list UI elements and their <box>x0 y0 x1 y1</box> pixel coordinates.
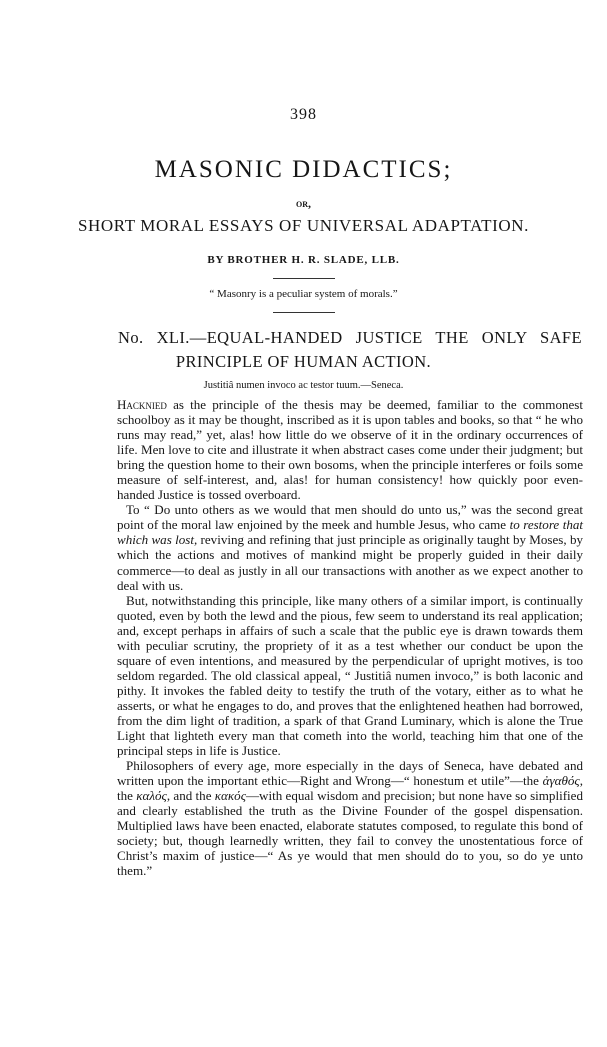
page-subtitle: SHORT MORAL ESSAYS OF UNIVERSAL ADAPTATION. <box>78 216 529 235</box>
author-byline: BY BROTHER H. R. SLADE, LLB. <box>207 254 400 266</box>
paragraph: Philosophers of every age, more especially in the days of Seneca, have debated and written upon the important ethic—Right and Wrong—“ honestum et utile”—the ἀγαθός, the καλός, and the κακός—with equal wisdom and precision; but none have so simplified and clearly established the truth as the Divine Founder of the gospel dispensation. Multiplied laws have been enacted, elaborate statutes composed, to regulate this bond of society; but, though learnedly written, they fail to convey the unostentatious force of Christ’s maxim of justice—“ As ye would that men should do to you, so do ye unto them.” <box>117 758 583 879</box>
essay-heading-continued: PRINCIPLE OF HUMAN ACTION. <box>175 352 432 371</box>
drop-word: Hacknied <box>117 397 167 412</box>
paragraph: Hacknied as the principle of the thesis may be deemed, familiar to the commonest schoolboy as it may be thought, inscribed as it is upon tables and books, so that “ he who runs may read,” yet, alas! how little do we observe of it in the ordinary occurrences of life. Men love to cite and illustrate it when abstract cases come under their judgment; but bring the question home to their own bosoms, when the principle interferes or foils some measure of self-interest, and, alas! for human consistency! how quickly poor even-handed Justice is tossed overboard. <box>117 397 583 503</box>
epigraph: Justitiâ numen invoco ac testor tuum.—Seneca. <box>203 380 404 391</box>
greek-word: ἀγαθός <box>542 773 580 789</box>
essay-heading: No. XLI.—EQUAL-HANDED JUSTICE THE ONLY SAFE <box>118 328 582 347</box>
paragraph: To “ Do unto others as we would that men should do unto us,” was the second great point of the moral law enjoined by the meek and humble Jesus, who came to restore that which was lost, reviving and refining that just principle as originally taught by Moses, by which the actions and motives of mankind might be properly guided in their daily commerce—to deal as justly in all our transactions with another as we expect another to deal with us. <box>117 502 583 593</box>
divider-rule <box>273 312 335 313</box>
essay-body <box>117 397 583 879</box>
greek-word: καλός <box>136 788 167 804</box>
page-title: MASONIC DIDACTICS; <box>154 156 453 183</box>
paragraph: But, notwithstanding this principle, like many others of a similar import, is continually quoted, even by both the lewd and the pious, few seem to understand its real application; and, except perhaps in affairs of such a scale that the public eye is drawn towards them with peculiar scrutiny, the propriety of it as a test whether our conduct be upon the square of even intentions, and measured by the perpendicular of upright motives, is too seldom regarded. The old classical appeal, “ Justitiâ numen invoco,” is both laconic and pithy. It invokes the fabled deity to testify the truth of the votary, either as to what he asserts, or what he engages to do, and proves that the enlightened heathen had borrowed, from the dim light of tradition, a spark of that Grand Luminary, which is alone the True Light that lighteth every man that cometh into the world, teaching him that one of the principal steps in life is Justice. <box>117 592 583 759</box>
greek-word: κακός <box>214 788 246 804</box>
title-conjunction: or, <box>296 196 311 210</box>
divider-rule <box>273 278 335 279</box>
page-number: 398 <box>290 106 317 123</box>
emphasis: to restore that which was lost, <box>117 517 583 548</box>
motto: “ Masonry is a peculiar system of morals.” <box>209 288 398 300</box>
